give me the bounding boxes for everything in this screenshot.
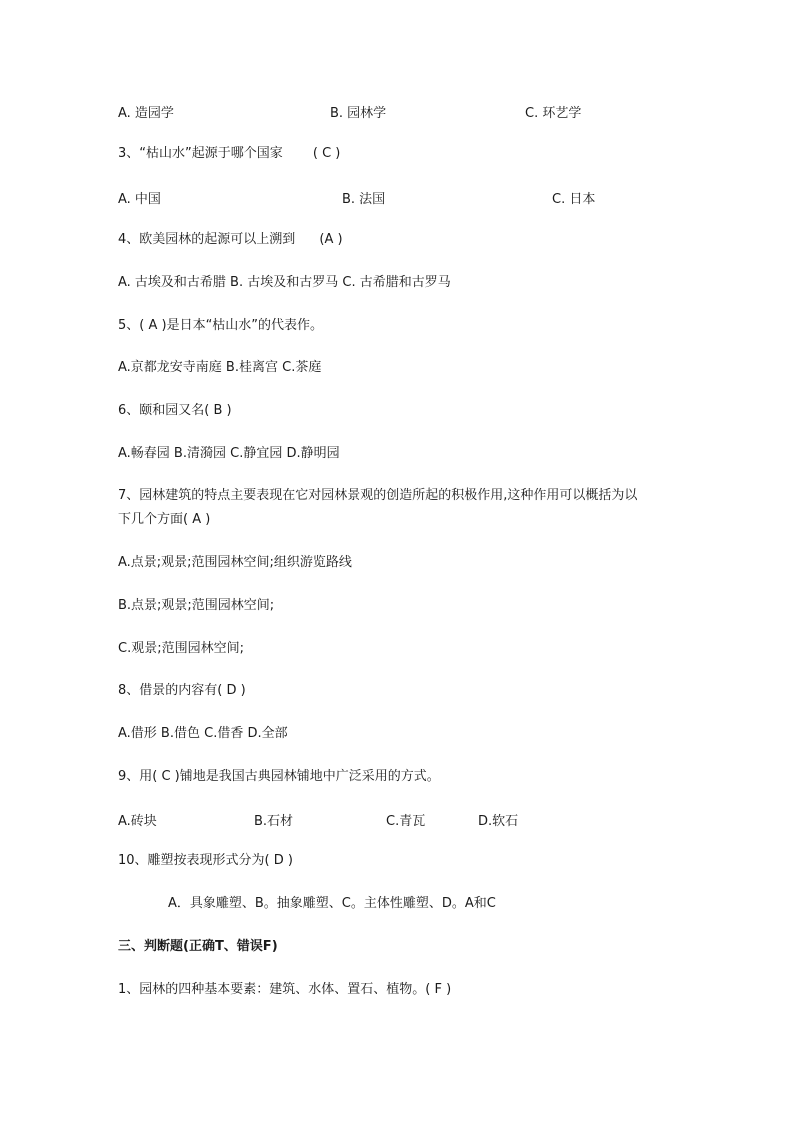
q9-option-d: D.软石 bbox=[478, 814, 519, 829]
q7-question-line2: 下几个方面( A ) bbox=[118, 512, 211, 527]
q3-option-c: C. 日本 bbox=[552, 192, 596, 207]
q9-option-a: A.砖块 bbox=[118, 814, 157, 829]
q4-options: A. 古埃及和古希腊 B. 古埃及和古罗马 C. 古希腊和古罗马 bbox=[118, 275, 451, 290]
q7-option-c: C.观景;范围园林空间; bbox=[118, 641, 244, 656]
q4-question-text: 4、欧美园林的起源可以上溯到 bbox=[118, 232, 296, 247]
q7-option-b: B.点景;观景;范围园林空间; bbox=[118, 598, 275, 613]
q8-options: A.借形 B.借色 C.借香 D.全部 bbox=[118, 726, 288, 741]
section3-heading: 三、判断题(正确T、错误F) bbox=[118, 939, 278, 954]
q3-question-text: 3、“枯山水”起源于哪个国家 bbox=[118, 146, 283, 161]
q3-question bbox=[118, 145, 340, 163]
q10-options: A．具象雕塑、B。抽象雕塑、C。主体性雕塑、D。A和C bbox=[168, 896, 496, 911]
q3-answer: ( C ) bbox=[312, 146, 341, 161]
q9-question: 9、用( C )铺地是我国古典园林铺地中广泛采用的方式。 bbox=[118, 769, 440, 784]
q9-option-c: C.青瓦 bbox=[386, 814, 426, 829]
q6-question: 6、颐和园又名( B ) bbox=[118, 403, 232, 418]
q2-option-a: A. 造园学 bbox=[118, 106, 174, 121]
q4-question bbox=[118, 231, 343, 249]
q4-answer: (A ) bbox=[319, 232, 343, 247]
q7-option-a: A.点景;观景;范围园林空间;组织游览路线 bbox=[118, 555, 352, 570]
q2-option-b: B. 园林学 bbox=[330, 106, 387, 121]
q3-option-b: B. 法国 bbox=[342, 192, 386, 207]
q5-question: 5、( A )是日本“枯山水”的代表作。 bbox=[118, 318, 324, 333]
q9-option-b: B.石材 bbox=[254, 814, 294, 829]
q6-options: A.畅春园 B.清漪园 C.静宜园 D.静明园 bbox=[118, 446, 340, 461]
q3-option-a: A. 中国 bbox=[118, 192, 161, 207]
q8-question: 8、借景的内容有( D ) bbox=[118, 683, 246, 698]
q5-options: A.京都龙安寺南庭 B.桂离宫 C.茶庭 bbox=[118, 360, 322, 375]
q10-question: 10、雕塑按表现形式分为( D ) bbox=[118, 853, 293, 868]
q7-question-line1: 7、园林建筑的特点主要表现在它对园林景观的创造所起的积极作用,这种作用可以概括为以 bbox=[118, 488, 638, 503]
section3-item1: 1、园林的四种基本要素：建筑、水体、置石、植物。( F ) bbox=[118, 982, 452, 997]
q2-option-c: C. 环艺学 bbox=[525, 106, 582, 121]
